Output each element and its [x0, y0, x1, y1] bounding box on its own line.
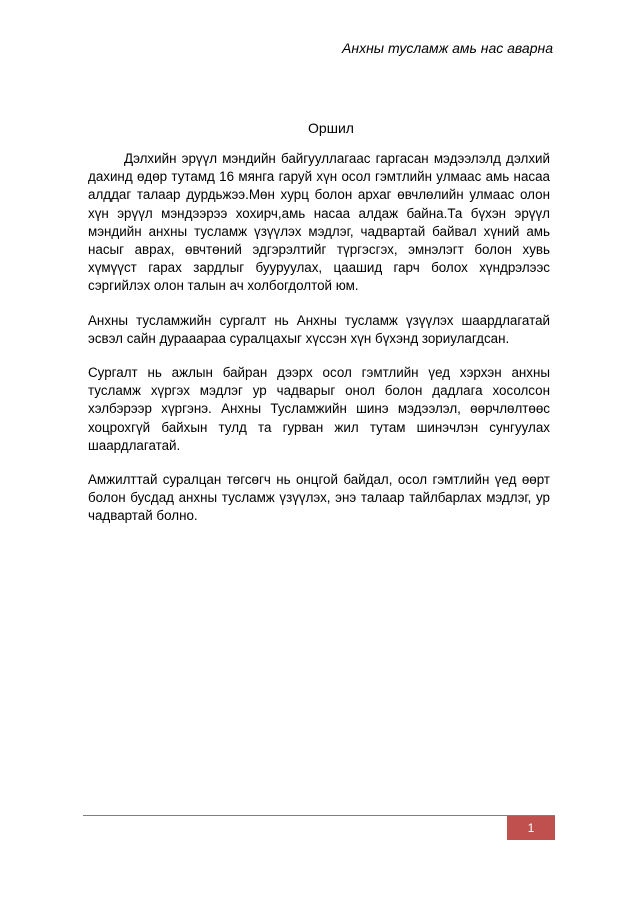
document-body — [88, 120, 550, 542]
page-number-badge — [507, 816, 555, 840]
paragraph-intro: Дэлхийн эрүүл мэндийн байгууллагаас гаргасан мэдээлэлд дэлхий дахинд өдөр тутамд 16 мянга гаруй хүн осол гэмтлийн улмаас амь насаа алддаг талаар дурдьжээ.Мөн хурц болон архаг өвчлөлийн улмаас олон хүн эрүүл мэндээрээ хохирч,амь насаа алдаж байна.Та бүхэн эрүүл мэндийн анхны тусламж үзүүлэх мэдлэг, чадвартай байвал хүний амь насыг аврах, өвчтөний эдгэрэлтийг түргэсгэх, эмнэлэгт болон хувь хүмүүст гарах зардлыг бууруулах, цаашид гарч болох хүндрэлээс сэргийлэх олон талын ач холбогдолтой юм. — [88, 151, 550, 294]
paragraph-training-format: Сургалт нь ажлын байран дээрх осол гэмтлийн үед хэрхэн анхны тусламж хүргэх мэдлэг ур чадварыг онол болон дадлага хосолсон хэлбэрээр хүргэнэ. Анхны Тусламжийн шинэ мэдээлэл, өөрчлөлтөөс хоцрохгүй байхын тулд та гурван жил тутам шинэчлэн сунгуулах шаардлагатай. — [88, 365, 550, 453]
paragraph-training-audience: Анхны тусламжийн сургалт нь Анхны тусламж үзүүлэх шаардлагатай эсвэл сайн дурааараа суралцахыг хүссэн хүн бүхэнд зориулагдсан. — [88, 312, 550, 346]
section-title: Оршил — [308, 120, 354, 136]
running-header: Анхны тусламж амь нас аварна — [342, 40, 553, 56]
footer-divider — [83, 815, 555, 816]
page-number: 1 — [527, 821, 535, 835]
paragraph-outcome: Амжилттай суралцан төгсөгч нь онцгой байдал, осол гэмтлийн үед өөрт болон бусдад анхны тусламж үзүүлэх, энэ талаар тайлбарлах мэдлэг, ур чадвартай болно. — [88, 472, 550, 524]
